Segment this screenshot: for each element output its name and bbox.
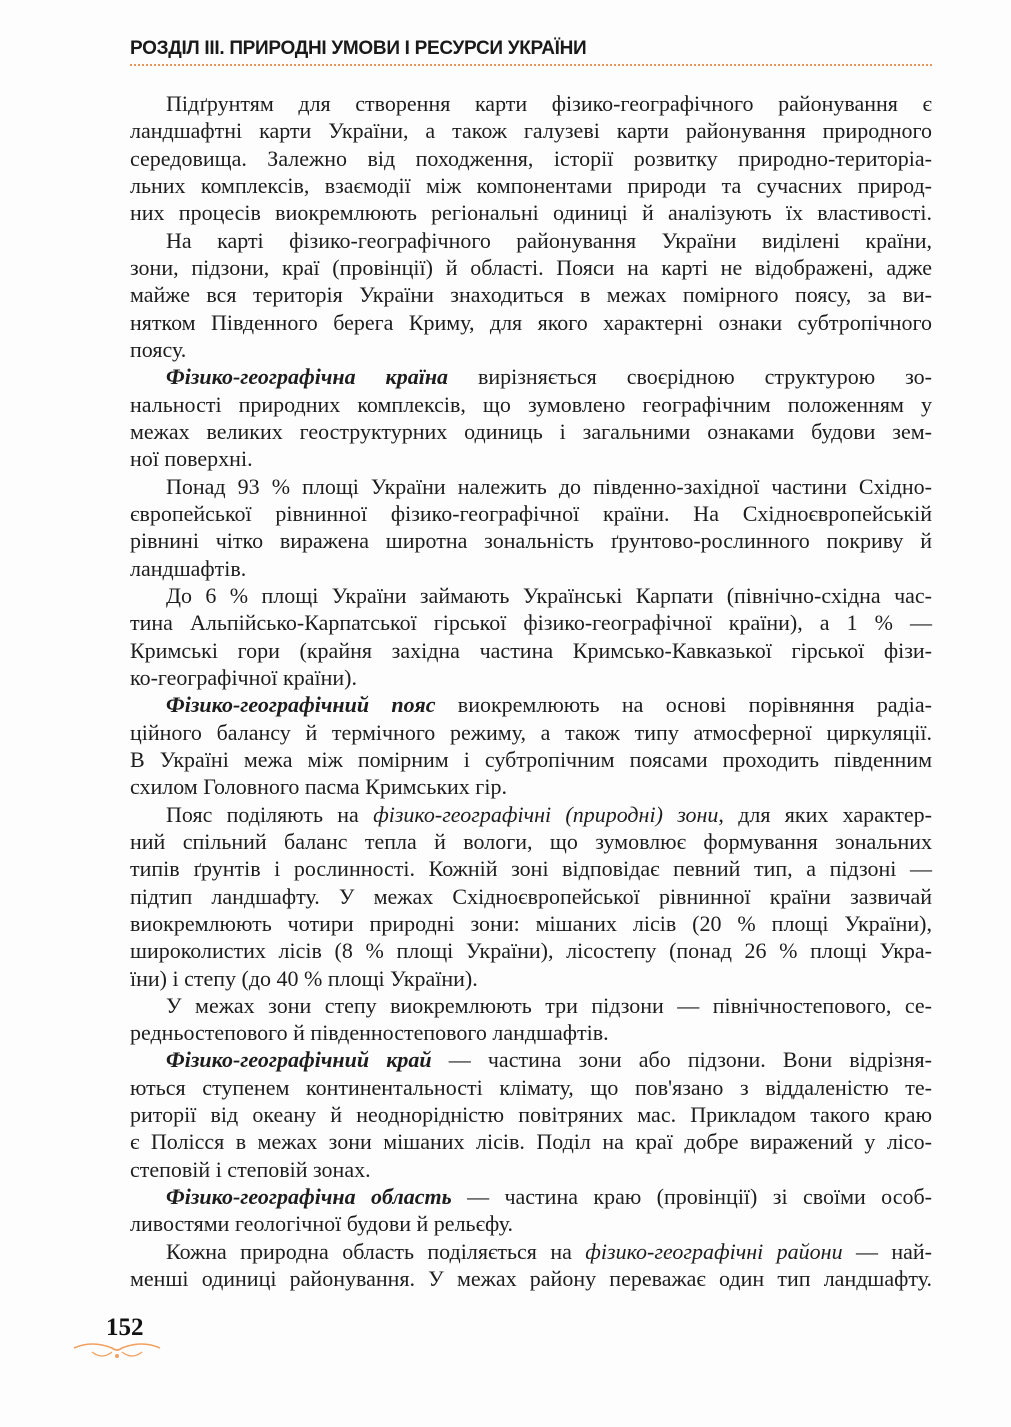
- text-line: [130, 664, 932, 691]
- text-line: [130, 582, 932, 609]
- text-line: [130, 473, 932, 500]
- text-line: [130, 227, 932, 254]
- text-segment: У межах зони степу виокремлюють три підзони — північностепового, се-: [166, 992, 932, 1018]
- text-segment: ються ступенем континентальності клімату, що пов'язано з віддаленістю те-: [130, 1074, 932, 1100]
- text-line: [130, 1128, 932, 1155]
- text-segment: Понад 93 % площі України належить до південно-західної частини Східно-: [166, 473, 932, 499]
- text-line: [130, 965, 932, 992]
- text-line: [130, 254, 932, 281]
- text-line: [130, 1265, 932, 1292]
- header-dotted-divider: [130, 64, 932, 66]
- text-segment: — частина краю (провінції) зі своїми особ-: [451, 1184, 932, 1210]
- text-segment: ційного балансу й термічного режиму, а також типу атмосферної циркуляції.: [130, 719, 932, 745]
- text-segment: виокремлюють на основі порівняння радіа-: [435, 692, 932, 718]
- text-segment: поясу.: [130, 336, 187, 362]
- text-segment: В Україні межа між помірним і субтропічним поясами проходить південним: [130, 746, 932, 772]
- text-segment: вирізняється своєрідною структурою зо-: [448, 364, 932, 390]
- text-line: [130, 309, 932, 336]
- term-italic: фізико-географічні (природні) зони: [373, 801, 719, 827]
- text-line: [130, 336, 932, 363]
- text-line: [130, 1183, 932, 1210]
- text-segment: До 6 % площі України займають Українські Карпати (північно-східна час-: [166, 582, 932, 608]
- text-segment: степовій і степовій зонах.: [130, 1156, 371, 1182]
- text-segment: типів ґрунтів і рослинності. Кожній зоні відповідає певний тип, а підзоні —: [130, 856, 932, 882]
- text-line: [130, 445, 932, 472]
- text-segment: , для яких характер-: [718, 801, 932, 827]
- text-line: [130, 391, 932, 418]
- text-segment: тина Альпійсько-Карпатської гірської фізико-географічної країни), а 1 % —: [130, 610, 932, 636]
- text-line: [130, 828, 932, 855]
- text-segment: нальності природних комплексів, що зумовлено географічним положенням у: [130, 391, 932, 417]
- text-segment: ливостями геологічної будови й рельєфу.: [130, 1211, 514, 1237]
- text-line: [130, 992, 932, 1019]
- text-line: [130, 363, 932, 390]
- term-bold-italic: Фізико-географічний край: [166, 1047, 432, 1073]
- text-line: [130, 773, 932, 800]
- text-line: [130, 117, 932, 144]
- text-line: [130, 1238, 932, 1265]
- text-segment: широколистих лісів (8 % площі України), лісостепу (понад 26 % площі Укра-: [130, 938, 932, 964]
- text-segment: схилом Головного пасма Кримських гір.: [130, 774, 507, 800]
- text-line: [130, 555, 932, 582]
- text-segment: виокремлюють чотири природні зони: мішаних лісів (20 % площі України),: [130, 910, 932, 936]
- text-line: [130, 90, 932, 117]
- text-segment: середовища. Залежно від походження, історії розвитку природно-територіа-: [130, 145, 932, 171]
- text-segment: Кожна природна область поділяється на: [166, 1238, 586, 1264]
- text-line: [130, 199, 932, 226]
- text-line: [130, 1156, 932, 1183]
- text-segment: них процесів виокремлюють регіональні одиниці й аналізують їх властивості.: [130, 200, 932, 226]
- text-segment: льних комплексів, взаємодії між компонентами природи та сучасних природ-: [130, 172, 932, 198]
- text-line: [130, 145, 932, 172]
- text-line: [130, 801, 932, 828]
- text-segment: є Полісся в межах зони мішаних лісів. Поділ на краї добре виражений у лісо-: [130, 1129, 932, 1155]
- text-line: [130, 746, 932, 773]
- term-italic: фізико-географічні райони: [585, 1238, 843, 1264]
- page-ornament-icon: [72, 1338, 162, 1362]
- text-line: [130, 1019, 932, 1046]
- text-segment: Кримські гори (крайня західна частина Кримсько-Кавказької гірської фізи-: [130, 637, 932, 663]
- text-line: [130, 418, 932, 445]
- text-line: [130, 691, 932, 718]
- text-line: [130, 500, 932, 527]
- text-line: [130, 883, 932, 910]
- text-line: [130, 281, 932, 308]
- text-segment: зони, підзони, краї (провінції) й області. Пояси на карті не відображені, адже: [130, 254, 932, 280]
- text-line: [130, 1101, 932, 1128]
- text-segment: менші одиниці районування. У межах району переважає один тип ландшафту.: [130, 1266, 932, 1292]
- text-line: [130, 527, 932, 554]
- text-segment: риторії від океану й неоднорідністю повітряних мас. Прикладом такого краю: [130, 1102, 932, 1128]
- text-line: [130, 1046, 932, 1073]
- text-segment: нятком Південного берега Криму, для якого характерні ознаки субтропічного: [130, 309, 932, 335]
- text-line: [130, 910, 932, 937]
- text-segment: межах великих геоструктурних одиниць і загальними ознаками будови зем-: [130, 418, 932, 444]
- term-bold-italic: Фізико-географічна область: [166, 1184, 452, 1210]
- text-segment: підтип ландшафту. У межах Східноєвропейської рівнинної країни зазвичай: [130, 883, 932, 909]
- text-line: [130, 1074, 932, 1101]
- text-line: [130, 855, 932, 882]
- text-line: [130, 637, 932, 664]
- term-bold-italic: Фізико-географічний пояс: [166, 692, 436, 718]
- text-segment: редньостепового й південностепового ландшафтів.: [130, 1020, 609, 1046]
- text-line: [130, 1210, 932, 1237]
- text-segment: ландшафтів.: [130, 555, 247, 581]
- text-segment: європейської рівнинної фізико-географічної країни. На Східноєвропейській: [130, 500, 932, 526]
- page-body-text: [130, 90, 932, 1292]
- text-segment: ландшафтні карти України, а також галузеві карти районування природного: [130, 118, 932, 144]
- text-line: [130, 719, 932, 746]
- text-segment: ний спільний баланс тепла й вологи, що зумовлює формування зональних: [130, 828, 932, 854]
- page-number: 152: [106, 1314, 144, 1341]
- text-segment: ко-географічної країни).: [130, 664, 357, 690]
- text-line: [130, 609, 932, 636]
- section-title: РОЗДІЛ ІІІ. ПРИРОДНІ УМОВИ І РЕСУРСИ УКРАЇНИ: [130, 38, 587, 59]
- text-segment: — частина зони або підзони. Вони відрізня-: [431, 1047, 933, 1073]
- text-segment: На карті фізико-географічного районування України виділені країни,: [166, 227, 932, 253]
- text-line: [130, 172, 932, 199]
- text-segment: майже вся територія України знаходиться в межах помірного поясу, за ви-: [130, 282, 932, 308]
- term-bold-italic: Фізико-географічна країна: [166, 364, 449, 390]
- text-segment: їни) і степу (до 40 % площі України).: [130, 965, 478, 991]
- text-line: [130, 937, 932, 964]
- text-segment: — най-: [842, 1238, 933, 1264]
- text-segment: рівнині чітко виражена широтна зональність ґрунтово-рослинного покриву й: [130, 528, 932, 554]
- text-segment: Підґрунтям для створення карти фізико-географічного районування є: [166, 91, 932, 116]
- text-segment: Пояс поділяють на: [166, 801, 374, 827]
- text-segment: ної поверхні.: [130, 446, 253, 472]
